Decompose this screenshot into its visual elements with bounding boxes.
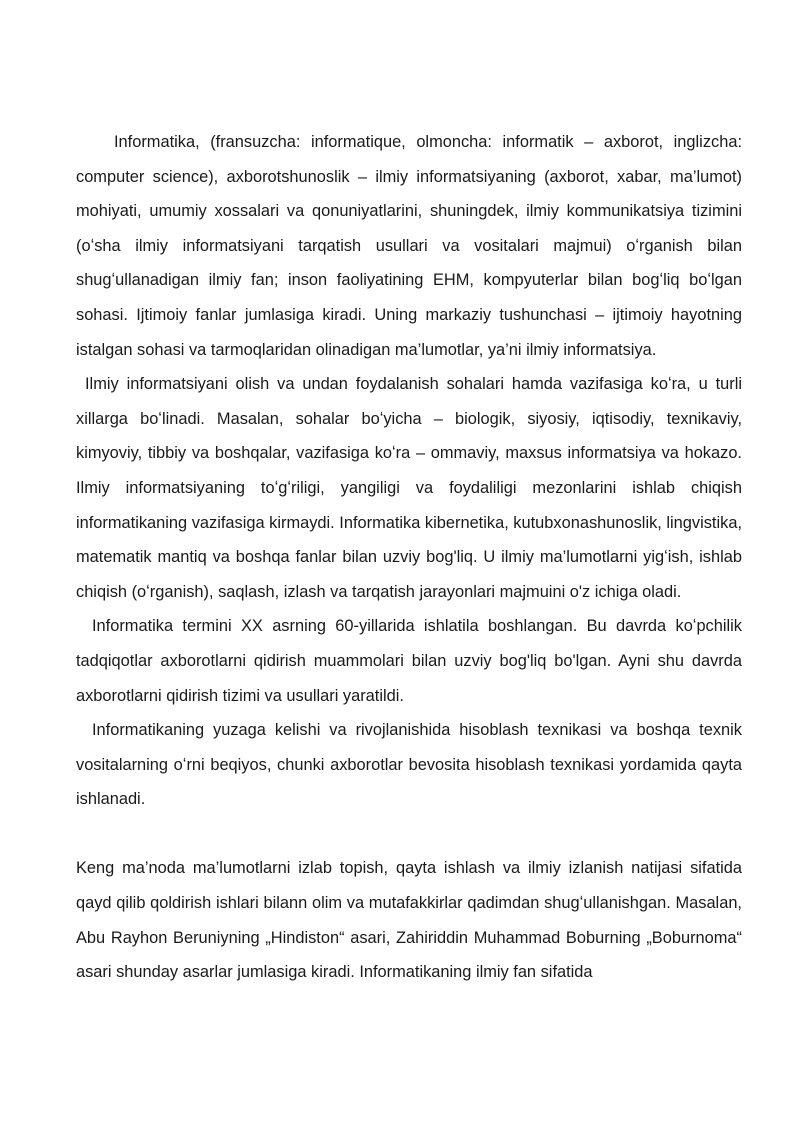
paragraph-classification: Ilmiy informatsiyani olish va undan foydalanish sohalari hamda vazifasiga koʻra, u turli xillarga boʻlinadi. Masalan, sohalar boʻyicha – biologik, siyosiy, iqtisodiy, texnikaviy, kimyoviy, tibbiy va boshqalar, vazifasiga koʻra – ommaviy, maxsus informatsiya va hokazo. Ilmiy informatsiyaning toʻgʻriligi, yangiligi va foydaliligi mezonlarini ishlab chiqish informatikaning vazifasiga kirmaydi. Informatika kibernetika, kutubxonashunoslik, lingvistika, matematik mantiq va boshqa fanlar bilan uzviy bog'liq. U ilmiy ma’lumotlarni yigʻish, ishlab chiqish (oʻrganish), saqlash, izlash va tarqatish jarayonlari majmuini o'z ichiga oladi. [76, 375, 742, 601]
paragraph-definition: Informatika, (fransuzcha: informatique, olmoncha: informatik – axborot, inglizcha: computer science), axborotshunoslik – ilmiy informatsiyaning (axborot, xabar, ma’lumot) mohiyati, umumiy xossalari va qonuniyatlarini, shuningdek, ilmiy kommunikatsiya tizimini (oʻsha ilmiy informatsiyani tarqatish usullari va vositalari majmui) oʻrganish bilan shugʻullanadigan ilmiy fan; inson faoliyatining EHM, kompyuterlar bilan bogʻliq boʻlgan sohasi. Ijtimoiy fanlar jumlasiga kiradi. Uning markaziy tushunchasi – ijtimoiy hayotning istalgan sohasi va tarmoqlaridan olinadigan ma’lumotlar, ya’ni ilmiy informatsiya. [76, 133, 742, 359]
paragraph-broad-sense: Keng ma’noda ma’lumotlarni izlab topish, qayta ishlash va ilmiy izlanish natijasi sifatida qayd qilib qoldirish ishlari bilann olim va mutafakkirlar qadimdan shugʻullanishgan. Masalan, Abu Rayhon Beruniyning „Hindiston“ asari, Zahiriddin Muhammad Boburning „Boburnoma“ asari shunday asarlar jumlasiga kiradi. Informatikaning ilmiy fan sifatida [76, 859, 742, 982]
paragraph-computing: Informatikaning yuzaga kelishi va rivojlanishida hisoblash texnikasi va boshqa texnik vositalarning oʻrni beqiyos, chunki axborotlar bevosita hisoblash texnikasi yordamida qayta ishlanadi. [76, 721, 742, 809]
paragraph-spacer [76, 817, 742, 852]
paragraph-term-history: Informatika termini XX asrning 60-yillarida ishlatila boshlangan. Bu davrda koʻpchilik tadqiqotlar axborotlarni qidirish muammolari bilan uzviy bog'liq bo'lgan. Ayni shu davrda axborotlarni qidirish tizimi va usullari yaratildi. [76, 617, 742, 705]
document-body [76, 125, 742, 990]
